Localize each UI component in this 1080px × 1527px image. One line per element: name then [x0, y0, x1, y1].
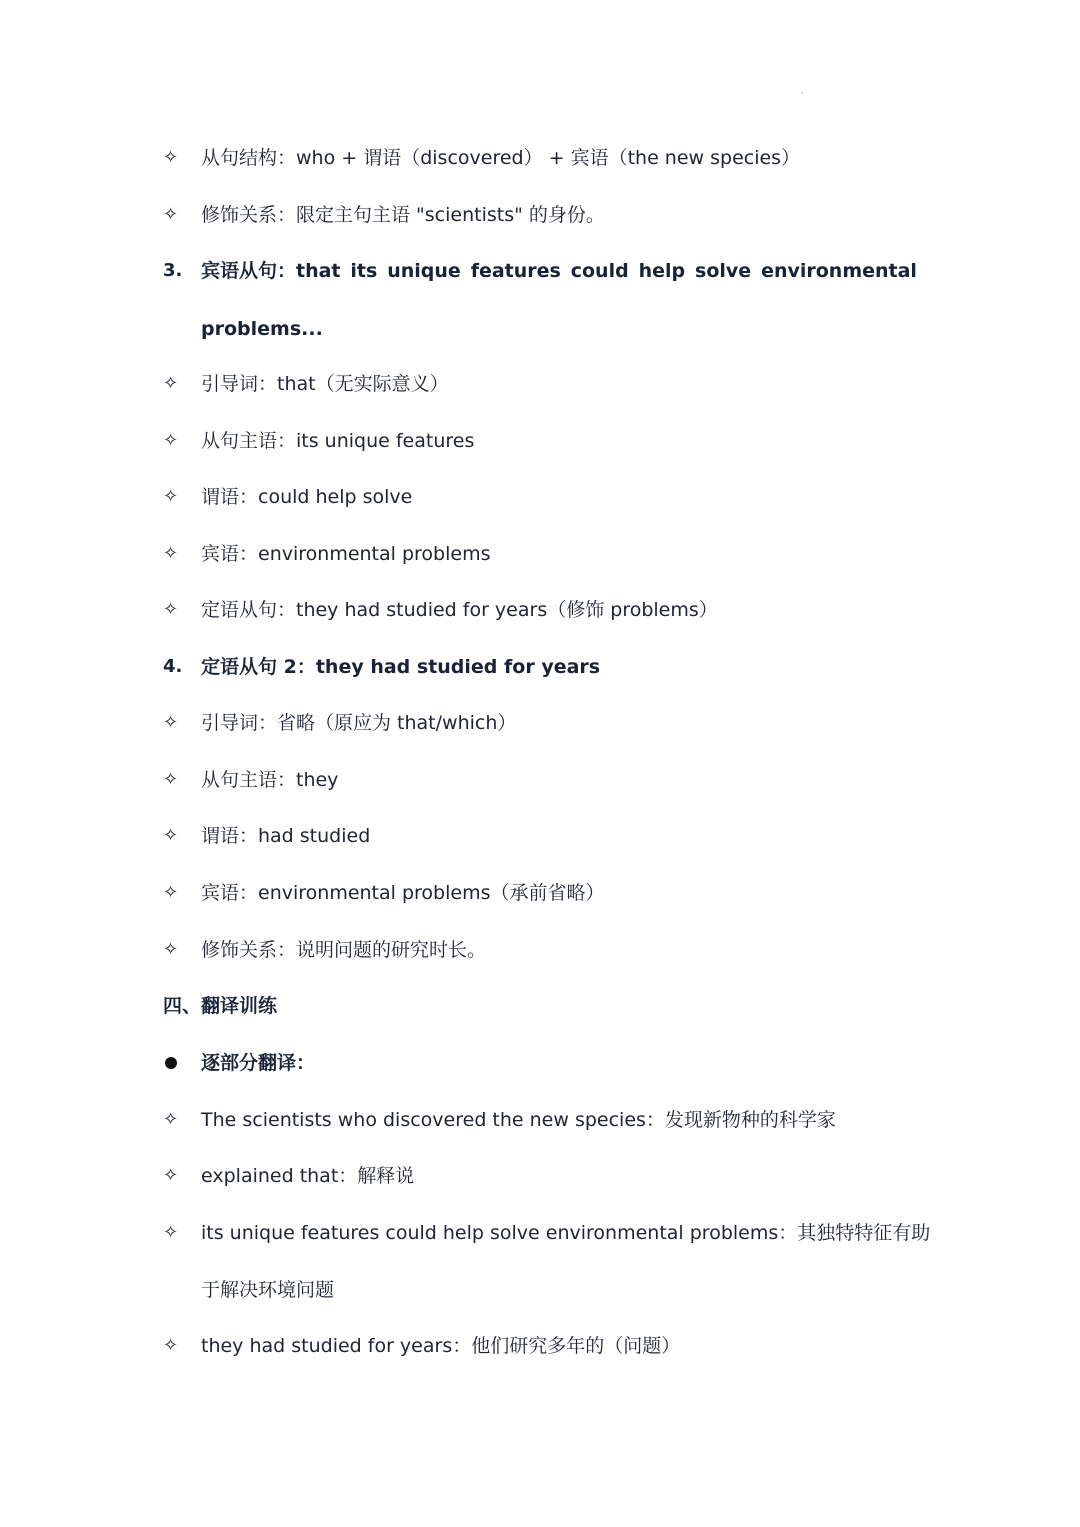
- list-item-text: 定语从句：they had studied for years（修饰 problems）: [201, 599, 718, 621]
- list-item-text: 宾语：environmental problems（承前省略）: [201, 882, 605, 904]
- list-item-text: 修饰关系：说明问题的研究时长。: [201, 939, 487, 961]
- sparkle-bullet-icon: ✧: [163, 1222, 179, 1243]
- sparkle-bullet-icon: ✧: [163, 1109, 179, 1130]
- sparkle-bullet-icon: ✧: [163, 825, 179, 846]
- sparkle-bullet-icon: ✧: [163, 204, 179, 225]
- list-item-text: 谓语：had studied: [201, 825, 371, 847]
- sparkle-bullet-icon: ✧: [163, 769, 179, 790]
- heading-word: help: [638, 260, 686, 282]
- list-item-text: 宾语：environmental problems: [201, 543, 491, 565]
- list-item-text: The scientists who discovered the new species：发现新物种的科学家: [201, 1109, 836, 1131]
- list-item-text: 从句主语：its unique features: [201, 430, 475, 452]
- sparkle-bullet-icon: ✧: [163, 1165, 179, 1186]
- heading-word: environmental: [761, 260, 917, 282]
- sparkle-bullet-icon: ✧: [163, 147, 179, 168]
- sparkle-bullet-icon: ✧: [163, 1335, 179, 1356]
- sparkle-bullet-icon: ✧: [163, 939, 179, 960]
- heading-word: unique: [387, 260, 461, 282]
- heading-word: 宾语从句：that: [201, 260, 341, 282]
- heading-word: its: [350, 260, 378, 282]
- sparkle-bullet-icon: ✧: [163, 599, 179, 620]
- heading-word: could: [570, 260, 629, 282]
- list-item-text: 于解决环境问题: [201, 1279, 335, 1301]
- heading-word: features: [470, 260, 561, 282]
- sparkle-bullet-icon: ✧: [163, 373, 179, 394]
- list-item-text: explained that：解释说: [201, 1165, 415, 1187]
- sparkle-bullet-icon: ✧: [163, 486, 179, 507]
- sparkle-bullet-icon: ✧: [163, 543, 179, 564]
- list-item-text: 引导词：that（无实际意义）: [201, 373, 449, 395]
- bullet-dot-icon: [165, 1057, 177, 1069]
- list-item-text: 引导词：省略（原应为 that/which）: [201, 712, 517, 734]
- list-item-text: 谓语：could help solve: [201, 486, 413, 508]
- heading-word: solve: [695, 260, 752, 282]
- modifier-relation-text: 修饰关系：限定主句主语 "scientists" 的身份。: [201, 204, 605, 226]
- heading-continuation: problems...: [201, 318, 323, 340]
- sparkle-bullet-icon: ✧: [163, 882, 179, 903]
- clause-structure-text: 从句结构：who + 谓语（discovered） + 宾语（the new species）: [201, 147, 801, 169]
- sparkle-bullet-icon: ✧: [163, 430, 179, 451]
- list-item-text: they had studied for years：他们研究多年的（问题）: [201, 1335, 681, 1357]
- heading-number: 4.: [163, 656, 183, 677]
- object-clause-heading: [201, 255, 917, 287]
- section-title: 四、翻译训练: [163, 995, 278, 1017]
- attributive-clause-heading: 定语从句 2：they had studied for years: [201, 656, 601, 678]
- subsection-title: 逐部分翻译：: [201, 1052, 316, 1074]
- sparkle-bullet-icon: ✧: [163, 712, 179, 733]
- list-item-text: 从句主语：they: [201, 769, 339, 791]
- heading-number: 3.: [163, 260, 183, 281]
- list-item-text: its unique features could help solve environmental problems：其独特特征有助: [201, 1222, 931, 1244]
- page-speck: [801, 92, 803, 94]
